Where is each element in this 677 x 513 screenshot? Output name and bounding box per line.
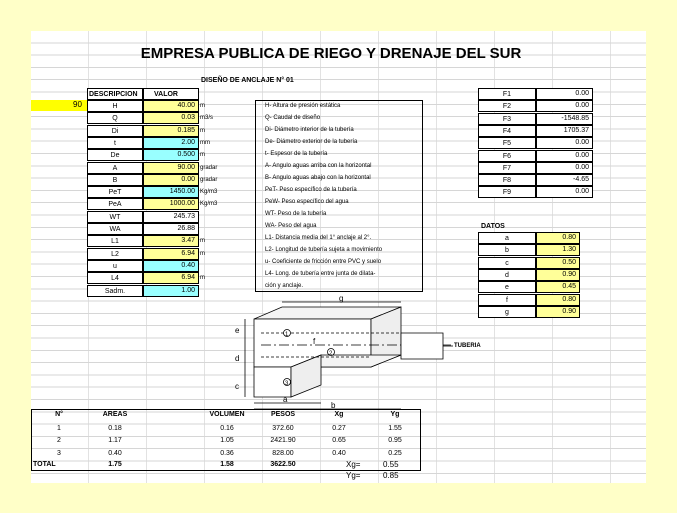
param-unit: Kg/m3: [200, 189, 218, 196]
param-value[interactable]: 6.94: [143, 248, 199, 260]
pipe-end: [401, 333, 443, 359]
description-item: De- Diámetro exterior de la tubería: [265, 139, 358, 145]
force-name: F7: [478, 162, 536, 174]
results-cell: 3: [57, 449, 61, 457]
force-name: F8: [478, 174, 536, 186]
results-cell: 0.36: [220, 449, 234, 457]
results-cell: 1.17: [108, 437, 122, 445]
results-cell: 0.16: [220, 425, 234, 432]
results-cell: 372.60: [272, 425, 294, 432]
description-item: WT- Peso de la tubería: [265, 211, 327, 217]
dato-name: b: [478, 244, 536, 256]
force-value[interactable]: 0.00: [536, 162, 593, 174]
dato-value[interactable]: 0.50: [536, 257, 580, 269]
description-item: Di- Diámetro interior de la tubería: [265, 127, 354, 133]
description-item: Q- Caudal de diseño: [265, 115, 321, 121]
param-value[interactable]: 245.73: [143, 211, 199, 223]
results-cell: 828.00: [272, 449, 294, 457]
description-item: PeW- Peso específico del agua: [265, 199, 349, 205]
param-name: t: [87, 137, 143, 149]
results-cell: 2421.90: [270, 437, 296, 445]
param-name: L1: [87, 235, 143, 247]
param-name: WT: [87, 211, 143, 223]
force-name: F3: [478, 113, 536, 125]
datos-title: DATOS: [481, 223, 505, 230]
param-name: H: [87, 100, 143, 112]
dato-name: c: [478, 257, 536, 269]
param-value[interactable]: 90.00: [143, 162, 199, 174]
results-header: Yg: [390, 411, 400, 418]
param-value[interactable]: 40.00: [143, 100, 199, 112]
param-name: PeA: [87, 198, 143, 210]
description-item: H- Altura de presión estática: [265, 103, 341, 109]
results-cell: 0.95: [388, 437, 402, 445]
dato-value[interactable]: 1.30: [536, 244, 580, 256]
results-cell: 0.27: [332, 425, 346, 432]
param-value[interactable]: 1450.00: [143, 186, 199, 198]
force-value[interactable]: 0.00: [536, 137, 593, 149]
description-item: u- Coeficiente de fricción entre PVC y suelo: [265, 259, 382, 265]
label-b: b: [331, 401, 336, 410]
results-total-vol: 1.58: [220, 461, 234, 468]
page-title: EMPRESA PUBLICA DE RIEGO Y DRENAJE DEL SUR: [140, 45, 522, 62]
force-value[interactable]: 0.00: [536, 88, 593, 100]
anchor-diagram: [221, 294, 481, 411]
results-cell: 1.55: [388, 425, 402, 432]
param-value[interactable]: 3.47: [143, 235, 199, 247]
force-name: F6: [478, 150, 536, 162]
subtitle: DISEÑO DE ANCLAJE N° 01: [201, 77, 294, 84]
header-descripcion: DESCRIPCION: [87, 88, 143, 100]
param-name: Di: [87, 125, 143, 137]
param-name: Sadm.: [87, 285, 143, 297]
description-item: B- Angulo aguas abajo con la horizontal: [265, 175, 371, 181]
label-d: d: [235, 354, 240, 363]
marker-1: 1: [285, 332, 289, 338]
force-value[interactable]: 0.00: [536, 150, 593, 162]
yg-label: Yg=: [346, 471, 361, 480]
param-value[interactable]: 0.40: [143, 260, 199, 272]
force-value[interactable]: -1548.85: [536, 113, 593, 125]
param-name: L4: [87, 272, 143, 284]
description-item: PeT- Peso específico de la tubería: [265, 187, 357, 193]
force-name: F9: [478, 186, 536, 198]
label-c: c: [235, 382, 239, 391]
results-total-area: 1.75: [108, 461, 122, 468]
param-value[interactable]: 2.00: [143, 137, 199, 149]
param-unit: m: [200, 152, 205, 159]
param-unit: m: [200, 103, 205, 109]
dato-value[interactable]: 0.45: [536, 281, 580, 293]
param-unit: m: [200, 127, 205, 134]
spreadsheet-area: [31, 31, 646, 483]
results-cell: 1: [57, 425, 61, 432]
description-item: ción y anclaje.: [265, 283, 304, 289]
results-header: VOLUMEN: [209, 411, 245, 418]
param-unit: m: [200, 250, 205, 257]
param-unit: m3/s: [200, 115, 214, 122]
param-value[interactable]: 26.88: [143, 223, 199, 235]
force-name: F2: [478, 100, 536, 112]
results-header: PESOS: [270, 411, 296, 418]
force-value[interactable]: -4.65: [536, 174, 593, 186]
param-name: B: [87, 174, 143, 186]
param-unit: m: [200, 275, 205, 282]
param-unit: mm: [200, 139, 210, 146]
label-a: a: [283, 395, 288, 404]
description-item: L2- Longitud de tubería sujeta a movimiento: [265, 247, 383, 253]
param-unit: Kg/m3: [200, 201, 218, 208]
results-total-label: TOTAL: [33, 461, 56, 468]
results-total-peso: 3622.50: [270, 461, 296, 468]
marker-2: 2: [329, 351, 333, 357]
results-header: N°: [55, 411, 63, 418]
param-value[interactable]: 1.00: [143, 285, 199, 297]
force-name: F5: [478, 137, 536, 149]
angle-value: 90: [73, 100, 82, 109]
force-name: F4: [478, 125, 536, 137]
label-f: f: [313, 337, 316, 346]
description-item: A- Angulo aguas arriba con la horizontal: [265, 163, 372, 169]
results-cell: 0.40: [108, 449, 122, 457]
param-name: De: [87, 149, 143, 161]
force-value[interactable]: 1705.37: [536, 125, 593, 137]
param-name: PeT: [87, 186, 143, 198]
param-value[interactable]: 0.500: [143, 149, 199, 161]
dato-name: g: [478, 306, 536, 318]
param-value[interactable]: 0.185: [143, 125, 199, 137]
results-cell: 0.18: [108, 425, 122, 432]
results-cell: 0.25: [388, 449, 402, 457]
dato-value[interactable]: 0.80: [536, 232, 580, 244]
dato-name: e: [478, 281, 536, 293]
label-tuberia: TUBERIA: [454, 343, 481, 349]
dato-name: a: [478, 232, 536, 244]
dato-name: f: [478, 294, 536, 306]
param-name: L2: [87, 248, 143, 260]
param-name: A: [87, 162, 143, 174]
marker-3: 3: [285, 381, 289, 387]
force-name: F1: [478, 88, 536, 100]
param-unit: gradar: [200, 164, 218, 171]
param-value[interactable]: 0.00: [143, 174, 199, 186]
label-g: g: [339, 294, 344, 303]
yg-value: 0.85: [383, 471, 399, 480]
header-valor: VALOR: [143, 88, 199, 100]
force-value[interactable]: 0.00: [536, 186, 593, 198]
param-unit: gradar: [200, 176, 218, 183]
description-item: L1- Distancia media del 1° anclaje al 2°.: [265, 235, 372, 241]
description-item: t- Espesor de la tubería: [265, 151, 328, 157]
results-header: Xg: [334, 411, 344, 418]
param-name: Q: [87, 112, 143, 124]
xg-value: 0.55: [383, 460, 399, 469]
param-unit: m: [200, 238, 205, 245]
results-cell: 0.40: [332, 449, 346, 457]
dato-name: d: [478, 269, 536, 281]
results-cell: 1.05: [220, 437, 234, 445]
results-header: AREAS: [102, 411, 128, 418]
description-item: WA- Peso del agua: [265, 223, 317, 229]
param-value[interactable]: 0.03: [143, 112, 199, 124]
param-value[interactable]: 1000.00: [143, 198, 199, 210]
dato-value[interactable]: 0.80: [536, 294, 580, 306]
param-name: WA: [87, 223, 143, 235]
label-e: e: [235, 326, 240, 335]
param-name: u: [87, 260, 143, 272]
force-value[interactable]: 0.00: [536, 100, 593, 112]
param-value[interactable]: 6.94: [143, 272, 199, 284]
dato-value[interactable]: 0.90: [536, 306, 580, 318]
xg-label: Xg=: [346, 460, 361, 469]
results-cell: 0.65: [332, 437, 346, 445]
description-item: L4- Long. de tubería entre junta de dilata-: [265, 271, 376, 277]
results-cell: 2: [57, 437, 61, 445]
dato-value[interactable]: 0.90: [536, 269, 580, 281]
